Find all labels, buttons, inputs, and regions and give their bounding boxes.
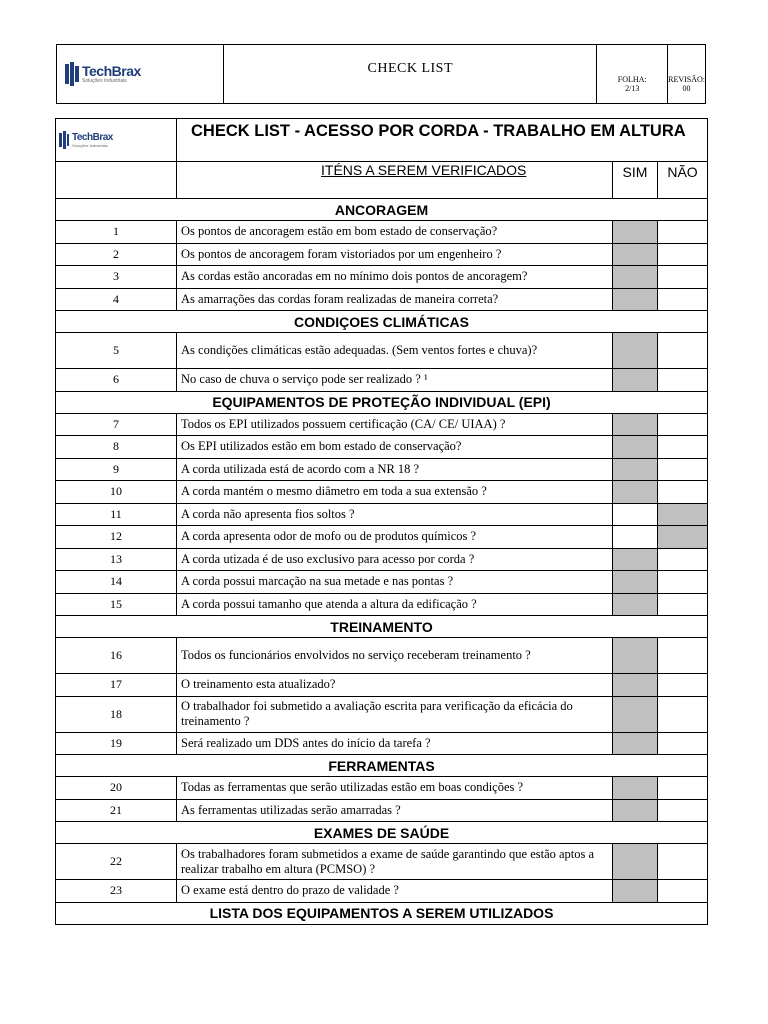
item-question: O trabalhador foi submetido a avaliação escrita para verificação da eficácia do treinamento ? xyxy=(177,696,613,732)
section-header-row xyxy=(56,616,708,638)
checklist-row xyxy=(56,799,708,822)
item-number: 10 xyxy=(56,481,177,504)
sim-checkbox-cell[interactable] xyxy=(613,799,658,822)
form-title-cell xyxy=(177,119,708,162)
section-title: TREINAMENTO xyxy=(56,616,708,638)
item-number: 23 xyxy=(56,880,177,903)
revisao-value: 00 xyxy=(682,84,691,93)
item-number: 15 xyxy=(56,593,177,616)
item-question: Os pontos de ancoragem estão em bom estado de conservação? xyxy=(177,221,613,244)
sim-checkbox-cell[interactable] xyxy=(613,458,658,481)
item-number: 22 xyxy=(56,844,177,880)
checklist-row xyxy=(56,638,708,674)
sim-checkbox-cell[interactable] xyxy=(613,369,658,392)
checklist-table xyxy=(55,118,708,925)
nao-checkbox-cell[interactable] xyxy=(658,526,708,549)
checklist-row xyxy=(56,674,708,697)
item-number: 17 xyxy=(56,674,177,697)
form-title-row xyxy=(56,119,708,162)
section-title: ANCORAGEM xyxy=(56,199,708,221)
nao-checkbox-cell[interactable] xyxy=(658,844,708,880)
item-question: O exame está dentro do prazo de validade ? xyxy=(177,880,613,903)
sim-checkbox-cell[interactable] xyxy=(613,413,658,436)
header-title: CHECK LIST xyxy=(224,45,597,103)
footer-section-row xyxy=(56,902,708,924)
checklist-row xyxy=(56,243,708,266)
sim-checkbox-cell[interactable] xyxy=(613,526,658,549)
item-number: 21 xyxy=(56,799,177,822)
item-question: As condições climáticas estão adequadas. (Sem ventos fortes e chuva)? xyxy=(177,333,613,369)
sim-checkbox-cell[interactable] xyxy=(613,638,658,674)
sim-checkbox-cell[interactable] xyxy=(613,571,658,594)
nao-checkbox-cell[interactable] xyxy=(658,548,708,571)
item-number: 5 xyxy=(56,333,177,369)
nao-checkbox-cell[interactable] xyxy=(658,777,708,800)
item-question: A corda apresenta odor de mofo ou de produtos químicos ? xyxy=(177,526,613,549)
nao-checkbox-cell[interactable] xyxy=(658,674,708,697)
sim-checkbox-cell[interactable] xyxy=(613,436,658,459)
checklist-row xyxy=(56,777,708,800)
item-question: No caso de chuva o serviço pode ser realizado ? ¹ xyxy=(177,369,613,392)
folha-label: FOLHA: xyxy=(617,75,647,84)
sim-checkbox-cell[interactable] xyxy=(613,221,658,244)
folha-cell xyxy=(597,45,668,103)
item-question: Será realizado um DDS antes do início da tarefa ? xyxy=(177,732,613,755)
item-number: 18 xyxy=(56,696,177,732)
item-number: 14 xyxy=(56,571,177,594)
section-header-row xyxy=(56,755,708,777)
item-question: A corda possui tamanho que atenda a altura da edificação ? xyxy=(177,593,613,616)
company-logo xyxy=(65,62,141,86)
column-header-items-label: ITÉNS A SEREM VERIFICADOS xyxy=(321,162,527,178)
nao-checkbox-cell[interactable] xyxy=(658,243,708,266)
item-number: 13 xyxy=(56,548,177,571)
item-number: 4 xyxy=(56,288,177,311)
equipment-list-title: LISTA DOS EQUIPAMENTOS A SEREM UTILIZADOS xyxy=(56,902,708,924)
item-question: A corda utizada é de uso exclusivo para acesso por corda ? xyxy=(177,548,613,571)
column-header-items xyxy=(177,162,613,199)
column-header-nao: NÃO xyxy=(658,162,708,199)
nao-checkbox-cell[interactable] xyxy=(658,458,708,481)
item-number: 20 xyxy=(56,777,177,800)
checklist-row xyxy=(56,732,708,755)
item-number: 11 xyxy=(56,503,177,526)
item-question: Todas as ferramentas que serão utilizadas estão em boas condições ? xyxy=(177,777,613,800)
checklist-row xyxy=(56,266,708,289)
sim-checkbox-cell[interactable] xyxy=(613,481,658,504)
document-header xyxy=(56,44,706,104)
form-logo-tagline: Soluções Industriais xyxy=(72,142,108,148)
checklist-row xyxy=(56,548,708,571)
logo-mark-icon xyxy=(65,62,79,86)
nao-checkbox-cell[interactable] xyxy=(658,333,708,369)
checklist-row xyxy=(56,458,708,481)
checklist-row xyxy=(56,696,708,732)
item-number: 2 xyxy=(56,243,177,266)
checklist-row xyxy=(56,880,708,903)
form-logo-name: TechBrax xyxy=(72,131,113,143)
item-question: Os trabalhadores foram submetidos a exame de saúde garantindo que estão aptos a realizar trabalho em altura (PCMSO) ? xyxy=(177,844,613,880)
revisao-label: REVISÃO: xyxy=(668,75,705,84)
item-number: 19 xyxy=(56,732,177,755)
column-header-row xyxy=(56,162,708,199)
form-logo xyxy=(56,128,176,152)
checklist-row xyxy=(56,288,708,311)
section-title: FERRAMENTAS xyxy=(56,755,708,777)
item-number: 8 xyxy=(56,436,177,459)
section-title: EXAMES DE SAÚDE xyxy=(56,822,708,844)
section-header-row xyxy=(56,311,708,333)
item-number: 7 xyxy=(56,413,177,436)
revisao-cell xyxy=(668,45,705,103)
item-question: As amarrações das cordas foram realizadas de maneira correta? xyxy=(177,288,613,311)
nao-checkbox-cell[interactable] xyxy=(658,732,708,755)
nao-checkbox-cell[interactable] xyxy=(658,266,708,289)
item-number: 12 xyxy=(56,526,177,549)
sim-checkbox-cell[interactable] xyxy=(613,777,658,800)
item-question: A corda utilizada está de acordo com a NR 18 ? xyxy=(177,458,613,481)
item-number: 3 xyxy=(56,266,177,289)
checklist-row xyxy=(56,844,708,880)
folha-value: 2/13 xyxy=(625,84,640,93)
sim-checkbox-cell[interactable] xyxy=(613,548,658,571)
item-question: O treinamento esta atualizado? xyxy=(177,674,613,697)
sim-checkbox-cell[interactable] xyxy=(613,333,658,369)
sim-checkbox-cell[interactable] xyxy=(613,593,658,616)
item-question: Os pontos de ancoragem foram vistoriados por um engenheiro ? xyxy=(177,243,613,266)
nao-checkbox-cell[interactable] xyxy=(658,288,708,311)
checklist-row xyxy=(56,571,708,594)
sim-checkbox-cell[interactable] xyxy=(613,696,658,732)
nao-checkbox-cell[interactable] xyxy=(658,880,708,903)
sim-checkbox-cell[interactable] xyxy=(613,266,658,289)
form-logo-cell xyxy=(56,119,177,162)
item-number: 16 xyxy=(56,638,177,674)
section-title: CONDIÇOES CLIMÁTICAS xyxy=(56,311,708,333)
header-logo-cell xyxy=(57,45,224,103)
item-question: As ferramentas utilizadas serão amarradas ? xyxy=(177,799,613,822)
form-logo-mark-icon xyxy=(59,131,69,149)
sim-checkbox-cell[interactable] xyxy=(613,243,658,266)
sim-checkbox-cell[interactable] xyxy=(613,880,658,903)
section-header-row xyxy=(56,391,708,413)
nao-checkbox-cell[interactable] xyxy=(658,799,708,822)
nao-checkbox-cell[interactable] xyxy=(658,369,708,392)
nao-checkbox-cell[interactable] xyxy=(658,503,708,526)
item-question: Os EPI utilizados estão em bom estado de conservação? xyxy=(177,436,613,459)
nao-checkbox-cell[interactable] xyxy=(658,481,708,504)
nao-checkbox-cell[interactable] xyxy=(658,593,708,616)
checklist-row xyxy=(56,221,708,244)
item-question: A corda não apresenta fios soltos ? xyxy=(177,503,613,526)
form-title: CHECK LIST - ACESSO POR CORDA - TRABALHO EM ALTURA xyxy=(191,122,686,140)
item-question: Todos os EPI utilizados possuem certificação (CA/ CE/ UIAA) ? xyxy=(177,413,613,436)
section-header-row xyxy=(56,822,708,844)
item-number: 6 xyxy=(56,369,177,392)
nao-checkbox-cell[interactable] xyxy=(658,413,708,436)
sim-checkbox-cell[interactable] xyxy=(613,288,658,311)
checklist-row xyxy=(56,333,708,369)
item-number: 1 xyxy=(56,221,177,244)
sim-checkbox-cell[interactable] xyxy=(613,674,658,697)
checklist-row xyxy=(56,413,708,436)
checklist-row xyxy=(56,593,708,616)
nao-checkbox-cell[interactable] xyxy=(658,571,708,594)
item-question: Todos os funcionários envolvidos no serviço receberam treinamento ? xyxy=(177,638,613,674)
column-header-num xyxy=(56,162,177,199)
sim-checkbox-cell[interactable] xyxy=(613,844,658,880)
column-header-sim: SIM xyxy=(613,162,658,199)
item-question: As cordas estão ancoradas em no mínimo dois pontos de ancoragem? xyxy=(177,266,613,289)
sim-checkbox-cell[interactable] xyxy=(613,732,658,755)
nao-checkbox-cell[interactable] xyxy=(658,436,708,459)
section-title: EQUIPAMENTOS DE PROTEÇÃO INDIVIDUAL (EPI) xyxy=(56,391,708,413)
section-header-row xyxy=(56,199,708,221)
checklist-row xyxy=(56,436,708,459)
checklist-row xyxy=(56,503,708,526)
item-question: A corda possui marcação na sua metade e nas pontas ? xyxy=(177,571,613,594)
checklist-row xyxy=(56,481,708,504)
nao-checkbox-cell[interactable] xyxy=(658,696,708,732)
item-number: 9 xyxy=(56,458,177,481)
checklist-row xyxy=(56,526,708,549)
checklist-row xyxy=(56,369,708,392)
nao-checkbox-cell[interactable] xyxy=(658,638,708,674)
logo-tagline: Soluções Industriais xyxy=(82,78,127,84)
nao-checkbox-cell[interactable] xyxy=(658,221,708,244)
sim-checkbox-cell[interactable] xyxy=(613,503,658,526)
logo-name: TechBrax xyxy=(82,63,141,79)
item-question: A corda mantém o mesmo diâmetro em toda a sua extensão ? xyxy=(177,481,613,504)
